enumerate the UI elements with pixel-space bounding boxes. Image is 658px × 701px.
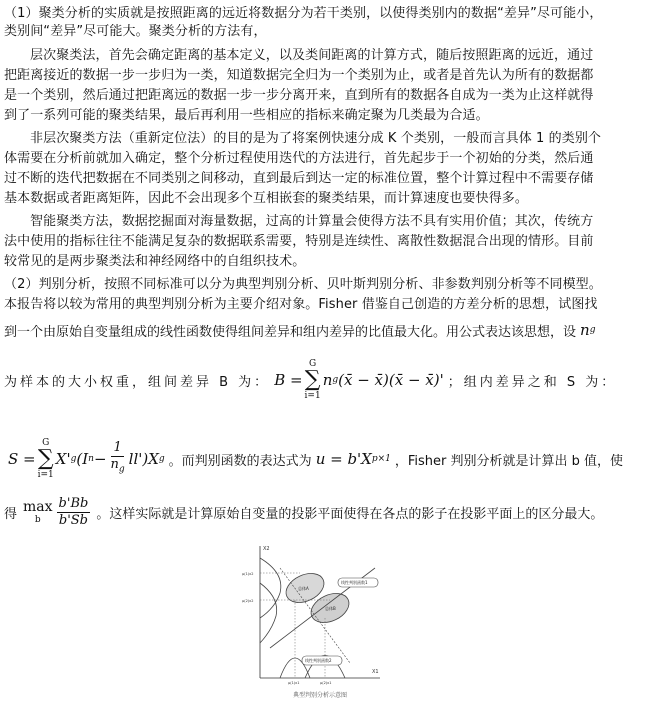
p6-text-b: ；组内差异之和 S 为： bbox=[447, 374, 618, 390]
s-frac-den-sub: g bbox=[118, 464, 125, 475]
tick-label-4: μ(2)x1 bbox=[320, 681, 332, 685]
p2-line-4: 到了一系列可能的聚类结果，最后再利用一些相应的指标来确定聚为几类最为合适。 bbox=[4, 108, 489, 123]
s-paren-open: (I bbox=[76, 450, 89, 468]
s-formula-line bbox=[4, 436, 654, 482]
p5-line-3 bbox=[4, 318, 654, 342]
discriminant-diagram bbox=[240, 538, 390, 688]
max-label: max bbox=[23, 499, 53, 515]
s-sum-top: G bbox=[42, 438, 50, 448]
b-lhs: B = bbox=[274, 371, 303, 389]
p4-line-2: 法中使用的指标往往不能满足复杂的数据联系需要，特别是连续性、离散性数据混合出现的情形。目前 bbox=[4, 234, 594, 249]
s-frac-den bbox=[109, 457, 127, 478]
max-formula bbox=[21, 496, 92, 529]
p2-line-3: 是一个类别，然后通过把距离远的数据一步一步分离开来，直到所有的数据各自成为一类为止这样就得 bbox=[4, 88, 594, 103]
p2-line-2: 把距离接近的数据一步一步归为一类，知道数据完全归为一个类别为止，或者是首先认为所有的数据都 bbox=[4, 68, 594, 83]
n-g-symbol bbox=[580, 321, 595, 339]
s-body: X' bbox=[55, 450, 71, 468]
p3-line-4: 基本数据或者距离矩阵，因此不会出现多个互相嵌套的聚类结果，而计算速度也要快得多。 bbox=[4, 191, 529, 206]
p3-line-2: 体需要在分析前就加入确定，整个分析过程使用迭代的方法进行，首先起步于一个初始的分类，然后通 bbox=[4, 151, 594, 166]
tick-label-1: μ(1)x2 bbox=[242, 572, 254, 576]
sigma-icon: ∑ bbox=[37, 446, 54, 471]
p4-line-1: 智能聚类方法，数据挖掘面对海量数据，过高的计算量会使得方法不具有实用价值；其次，传统方 bbox=[30, 214, 594, 229]
p5-line-3-text: 到一个由原始自变量组成的线性函数使得组间差异和组内差异的比值最大化。用公式表达该思想，设 bbox=[4, 324, 577, 340]
s-fraction bbox=[109, 440, 127, 478]
max-frac-den: b'Sb bbox=[58, 512, 88, 528]
p7-text-a: 。而判别函数的表达式为 bbox=[168, 453, 312, 469]
figure-caption: 典型判别分析示意图 bbox=[292, 692, 347, 699]
axis-y-label: X2 bbox=[263, 546, 270, 552]
b-formula-line bbox=[4, 358, 654, 402]
p1-line-2: 类别间“差异”尽可能大。聚类分析的方法有， bbox=[4, 24, 267, 39]
max-fraction bbox=[57, 496, 91, 529]
s-after-sub: g bbox=[158, 454, 165, 464]
s-formula bbox=[8, 438, 165, 480]
s-sum-bottom: i=1 bbox=[37, 470, 54, 480]
p3-line-1: 非层次聚类方法（重新定位法）的目的是为了将案例快速分成 K 个类别，一般而言具体 1 的类别个 bbox=[30, 131, 602, 146]
left-bell-curve-1 bbox=[260, 558, 281, 618]
b-body-sub: g bbox=[332, 375, 339, 385]
b-sum-bottom: i=1 bbox=[304, 391, 321, 401]
p3-line-3: 过不断的迭代把数据在不同类别之间移动，直到最后到达一定的标准位置，整个计算过程中不需要存储 bbox=[4, 171, 594, 186]
tick-label-3: μ(1)x1 bbox=[288, 681, 300, 685]
s-lhs: S = bbox=[8, 450, 36, 468]
p5-line-2: 本报告将以较为常用的典型判别分析为主要介绍对象。Fisher 借鉴自己创造的方差分析的思想，试图找 bbox=[4, 297, 598, 312]
group-a-label: 总体A bbox=[298, 586, 309, 591]
max-formula-line bbox=[4, 492, 654, 532]
tick-label-2: μ(2)x2 bbox=[242, 599, 254, 603]
max-sub: b bbox=[34, 515, 41, 525]
b-sum-top: G bbox=[309, 359, 317, 369]
s-sum bbox=[38, 438, 54, 480]
axis-x-label: X1 bbox=[372, 669, 379, 675]
u-expr: u = b'X bbox=[315, 450, 372, 468]
group-b-label: 总体B bbox=[325, 606, 336, 611]
s-minus: − bbox=[93, 450, 107, 468]
n-g-base: n bbox=[580, 321, 590, 339]
n-g-sub: g bbox=[589, 325, 596, 335]
b-sum bbox=[305, 359, 321, 401]
p5-line-1: （2）判别分析，按照不同标准可以分为典型判别分析、贝叶斯判别分析、非参数判别分析等不同模型。 bbox=[4, 277, 602, 292]
s-paren-sub: n bbox=[88, 454, 94, 464]
p8-text-b: 。这样实际就是计算原始自变量的投影平面使得在各点的影子在投影平面上的区分最大。 bbox=[96, 506, 604, 522]
left-bell-curve-2 bbox=[260, 583, 277, 643]
b-formula bbox=[274, 359, 444, 401]
sigma-icon: ∑ bbox=[304, 367, 321, 392]
label-fn2: 线性判别函数2 bbox=[305, 658, 332, 663]
label-fn1: 线性判别函数1 bbox=[341, 580, 368, 585]
s-after: ll')X bbox=[128, 450, 159, 468]
b-rest: (x̄ − x̄)(x̄ − x̄)' bbox=[338, 371, 444, 389]
p2-line-1: 层次聚类法，首先会确定距离的基本定义，以及类间距离的计算方式，随后按照距离的远近，通过 bbox=[30, 48, 594, 63]
s-body-sub: g bbox=[70, 454, 77, 464]
p7-text-b: ，Fisher 判别分析就是计算出 b 值，使 bbox=[394, 453, 624, 469]
p8-text-a: 得 bbox=[4, 506, 18, 522]
p4-line-3: 较常见的是两步聚类法和神经网络中的自组织技术。 bbox=[4, 254, 306, 269]
u-sub: p×1 bbox=[371, 454, 391, 464]
b-body: n bbox=[322, 371, 333, 389]
max-op bbox=[23, 499, 53, 525]
max-frac-num: b'Bb bbox=[58, 495, 89, 511]
u-formula bbox=[316, 450, 391, 468]
p6-text-a: 为样本的大小权重，组间差异 B 为： bbox=[4, 374, 271, 390]
discriminant-figure bbox=[240, 538, 390, 698]
s-frac-den-base: n bbox=[110, 457, 119, 473]
p1-line-1: （1）聚类分析的实质就是按照距离的远近将数据分为若干类别，以使得类别内的数据“差异”尽可能小， bbox=[4, 6, 603, 21]
s-frac-num: 1 bbox=[113, 440, 122, 456]
